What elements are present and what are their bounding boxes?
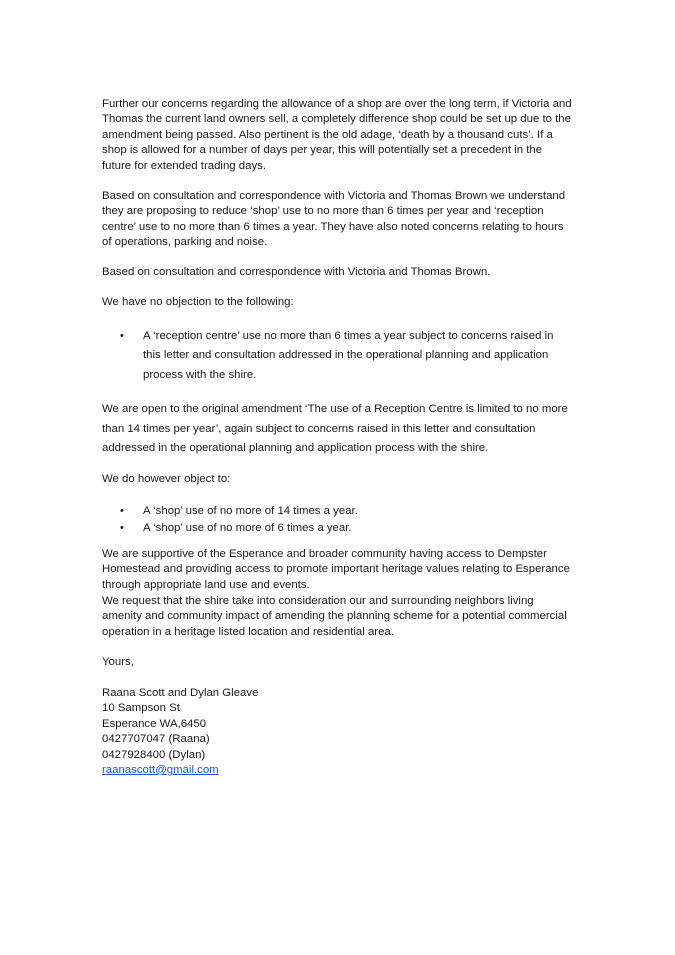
phone-raana: 0427707047 (Raana)	[102, 733, 210, 746]
object-list	[102, 503, 572, 537]
phone-dylan: 0427928400 (Dylan)	[102, 748, 206, 761]
closing: Yours,	[102, 656, 134, 668]
paragraph-shop-concerns: Further our concerns regarding the allowance of a shop are over the long term, if Victoria and Thomas the current land owners sell, a completely difference shop could be set up due to the amendment being passed. Also pertinent is the old adage, ‘death by a thousand cuts’. If a shop is allowed for a number of days per year, this will potentially set a precedent in the future for extended trading days.	[102, 98, 572, 172]
address-town: Esperance WA,6450	[102, 717, 207, 730]
signature-block	[102, 686, 572, 778]
paragraph-original-amendment: We are open to the original amendment ‘The use of a Reception Centre is limited to no more than 14 times per year’, again subject to concerns raised in this letter and consultation addressed in the operational planning and application process with the shire.	[102, 403, 568, 455]
list-item: • A ‘shop’ use of no more of 6 times a year.	[102, 520, 572, 537]
heading-no-objection: We have no objection to the following:	[102, 296, 294, 308]
paragraph-supportive: We are supportive of the Esperance and broader community having access to Dempster Homestead and providing access to promote important heritage values relating to Esperance through appropriate land use and events.	[102, 548, 570, 591]
list-item: • A ‘reception centre’ use no more than 6 times a year subject to concerns raised in this letter and consultation addressed in the operational planning and application process with the shire.	[102, 327, 572, 385]
paragraph-consultation: Based on consultation and correspondence with Victoria and Thomas Brown.	[102, 266, 491, 278]
email-link[interactable]: raanascott@gmail.com	[102, 764, 219, 777]
signatory-names: Raana Scott and Dylan Gleave	[102, 687, 259, 699]
paragraph-request: We request that the shire take into consideration our and surrounding neighbors living amenity and community impact of amending the planning scheme for a potential commercial operation in a heritage listed location and residential area.	[102, 595, 567, 638]
list-item: • A ‘shop’ use of no more of 14 times a year.	[102, 503, 572, 520]
paragraph-consultation-summary: Based on consultation and correspondence with Victoria and Thomas Brown we understand they are proposing to reduce ‘shop’ use to no more than 6 times per year and ‘reception centre’ use to no more than 6 times a year. They have also noted concerns relating to hours of operations, parking and noise.	[102, 190, 566, 249]
heading-object: We do however object to:	[102, 473, 231, 485]
address-street: 10 Sampson St	[102, 702, 180, 715]
no-objection-list	[102, 327, 572, 385]
